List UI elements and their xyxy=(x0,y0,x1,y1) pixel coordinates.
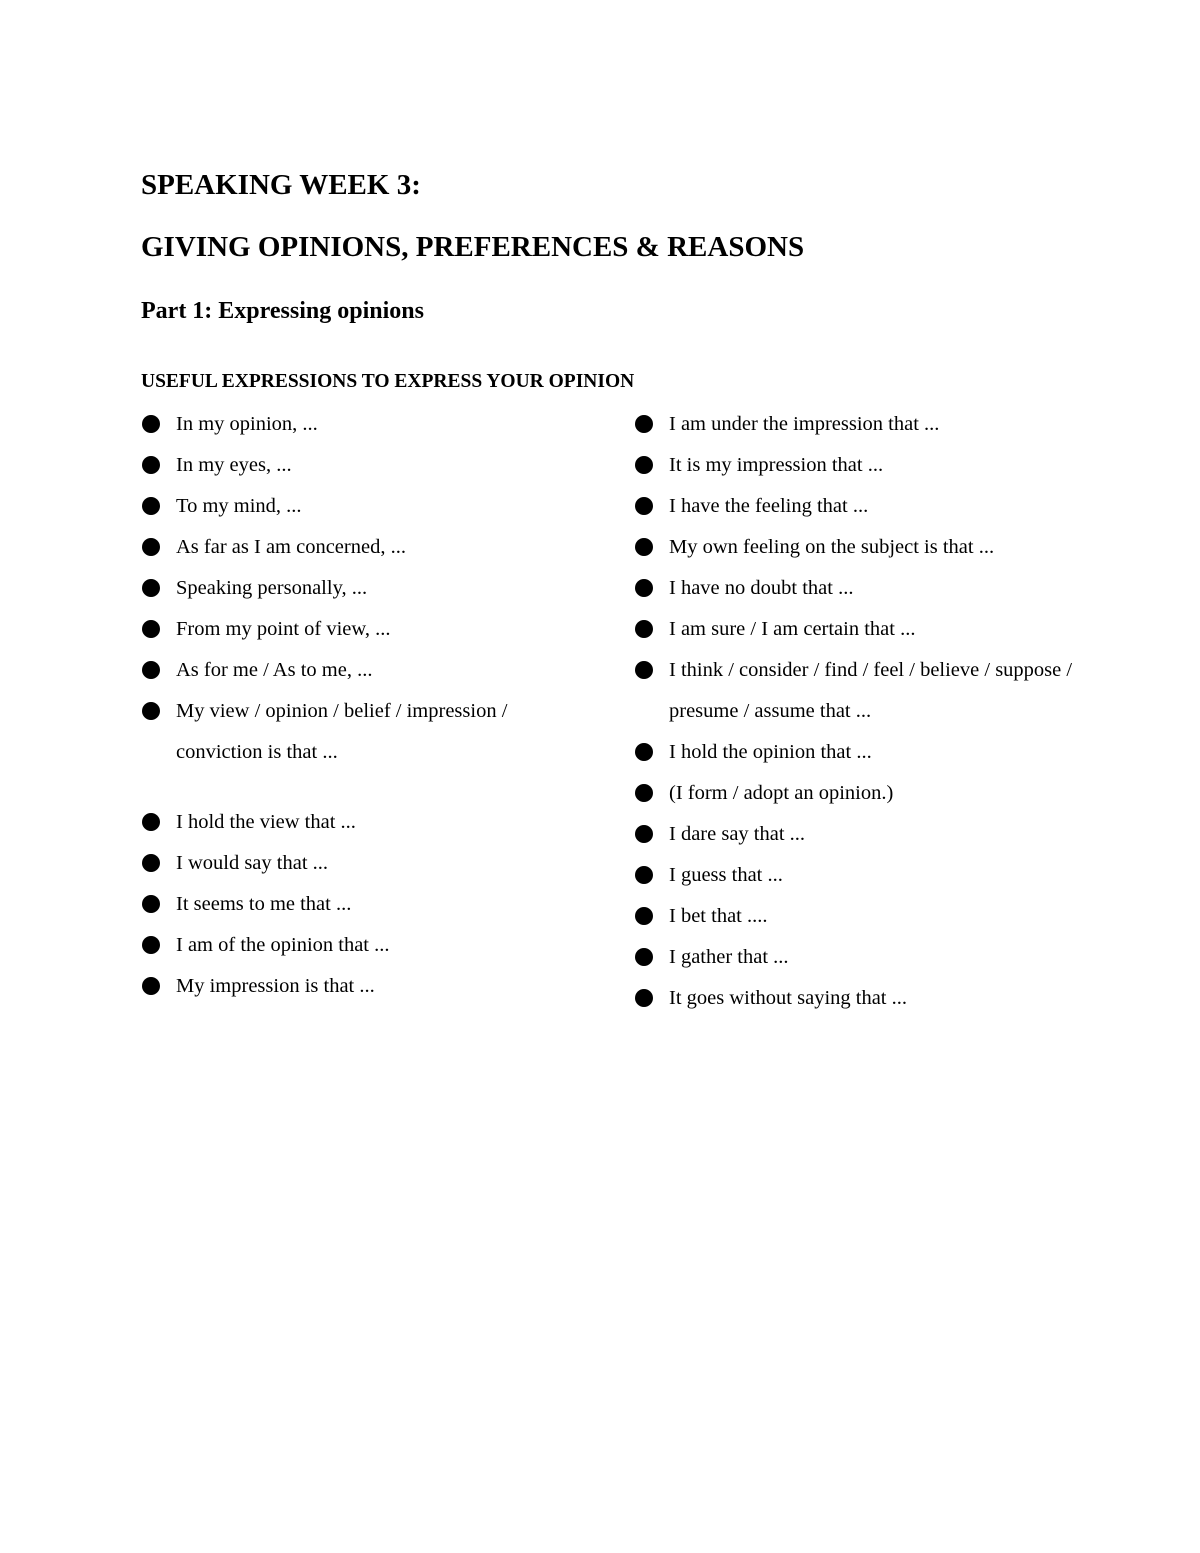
left-expression-list xyxy=(141,404,611,1007)
list-item xyxy=(634,650,1089,732)
bullet-icon xyxy=(635,784,653,802)
list-item-text: I hold the view that ... xyxy=(176,811,356,833)
list-item-text: It is my impression that ... xyxy=(669,454,884,476)
list-item xyxy=(141,691,576,773)
list-item-text: I am sure / I am certain that ... xyxy=(669,618,916,640)
bullet-icon xyxy=(635,538,653,556)
list-item-text: As far as I am concerned, ... xyxy=(176,536,406,558)
list-item xyxy=(141,445,611,486)
list-item-text: From my point of view, ... xyxy=(176,618,391,640)
page-title: SPEAKING WEEK 3: xyxy=(141,169,421,201)
list-item-text: (I form / adopt an opinion.) xyxy=(669,782,894,804)
list-item xyxy=(634,896,1084,937)
section-label: USEFUL EXPRESSIONS TO EXPRESS YOUR OPINION xyxy=(141,371,635,392)
bullet-icon xyxy=(635,415,653,433)
list-item xyxy=(634,568,1084,609)
page-subtitle: GIVING OPINIONS, PREFERENCES & REASONS xyxy=(141,231,805,263)
right-expression-list xyxy=(634,404,1084,1019)
list-item-text: My own feeling on the subject is that ... xyxy=(669,536,995,558)
bullet-icon xyxy=(142,456,160,474)
list-item xyxy=(141,404,611,445)
list-item-text: Speaking personally, ... xyxy=(176,577,368,599)
list-item-text: I have no doubt that ... xyxy=(669,577,854,599)
bullet-icon xyxy=(635,989,653,1007)
bullet-icon xyxy=(635,497,653,515)
list-item xyxy=(141,486,611,527)
list-item-text: To my mind, ... xyxy=(176,495,302,517)
list-item xyxy=(141,609,611,650)
bullet-icon xyxy=(142,895,160,913)
list-item xyxy=(141,650,611,691)
list-item xyxy=(634,937,1084,978)
list-item xyxy=(634,486,1084,527)
list-item xyxy=(141,802,611,843)
bullet-icon xyxy=(142,661,160,679)
list-item-text: As for me / As to me, ... xyxy=(176,659,373,681)
list-item-text: My view / opinion / belief / impression / conviction is that ... xyxy=(176,700,508,763)
bullet-icon xyxy=(635,579,653,597)
list-item-text: It goes without saying that ... xyxy=(669,987,908,1009)
list-item xyxy=(634,814,1084,855)
bullet-icon xyxy=(142,415,160,433)
bullet-icon xyxy=(142,620,160,638)
list-item xyxy=(141,925,611,966)
list-item-text: I would say that ... xyxy=(176,852,329,874)
list-item xyxy=(141,568,611,609)
list-item-text: I am under the impression that ... xyxy=(669,413,940,435)
list-item-text: I am of the opinion that ... xyxy=(176,934,390,956)
bullet-icon xyxy=(635,661,653,679)
list-item xyxy=(634,445,1084,486)
bullet-icon xyxy=(142,813,160,831)
bullet-icon xyxy=(635,743,653,761)
list-item xyxy=(634,527,1084,568)
bullet-icon xyxy=(635,866,653,884)
part-heading: Part 1: Expressing opinions xyxy=(141,298,424,324)
bullet-icon xyxy=(142,497,160,515)
bullet-icon xyxy=(142,579,160,597)
list-item-text: I gather that ... xyxy=(669,946,789,968)
list-item xyxy=(634,978,1084,1019)
list-item-text: I hold the opinion that ... xyxy=(669,741,872,763)
list-item xyxy=(634,773,1084,814)
bullet-icon xyxy=(635,456,653,474)
bullet-icon xyxy=(635,825,653,843)
list-item xyxy=(141,843,611,884)
list-item xyxy=(141,527,611,568)
bullet-icon xyxy=(635,907,653,925)
bullet-icon xyxy=(142,936,160,954)
list-item-text: I guess that ... xyxy=(669,864,783,886)
list-item xyxy=(634,609,1084,650)
bullet-icon xyxy=(635,948,653,966)
list-item xyxy=(141,884,611,925)
list-item xyxy=(634,404,1084,445)
list-item xyxy=(634,732,1084,773)
list-item-text: I bet that .... xyxy=(669,905,768,927)
list-item-text: It seems to me that ... xyxy=(176,893,352,915)
list-item-text: I think / consider / find / feel / believe / suppose / presume / assume that ... xyxy=(669,659,1073,722)
list-item-text: In my eyes, ... xyxy=(176,454,292,476)
list-item xyxy=(141,966,611,1007)
bullet-icon xyxy=(142,854,160,872)
list-item xyxy=(634,855,1084,896)
bullet-icon xyxy=(142,702,160,720)
bullet-icon xyxy=(142,977,160,995)
list-item-text: My impression is that ... xyxy=(176,975,375,997)
list-item-text: In my opinion, ... xyxy=(176,413,318,435)
bullet-icon xyxy=(635,620,653,638)
list-item-text: I have the feeling that ... xyxy=(669,495,869,517)
bullet-icon xyxy=(142,538,160,556)
list-item-text: I dare say that ... xyxy=(669,823,806,845)
